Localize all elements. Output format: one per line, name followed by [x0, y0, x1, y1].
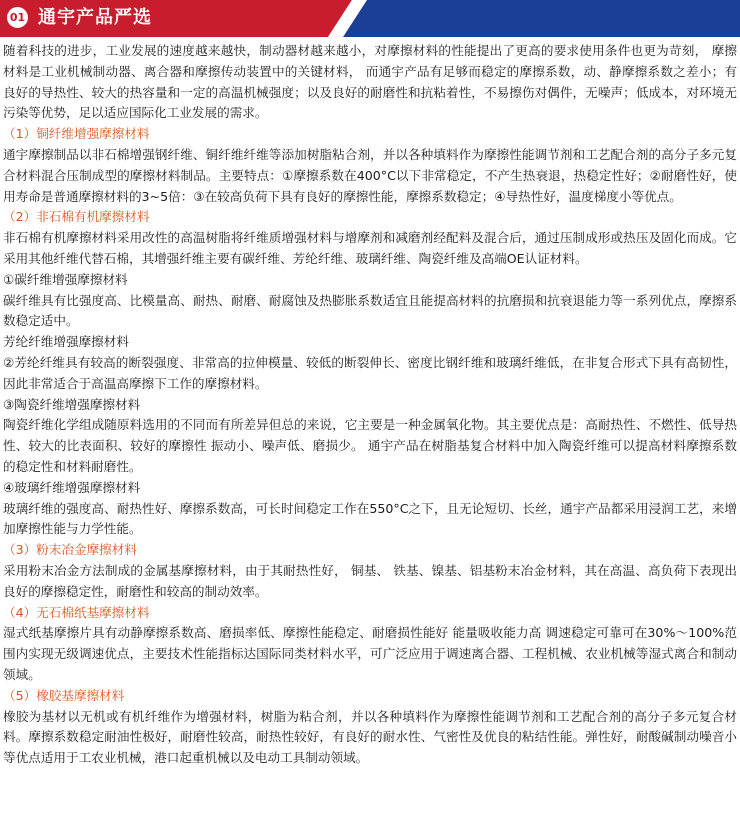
- section-body-non-asbestos-organic: 非石棉有机摩擦材料采用改性的高温树脂将纤维质增强材料与增摩剂和减磨剂经配料及混合后，通过压制成形或热压及固化而成。它采用其他纤维代替石棉，其增强纤维主要有碳纤维、芳纶纤维、玻璃纤维、陶瓷纤维及高端OE认证材料。: [3, 230, 737, 266]
- section-body-rubber-based: 橡胶为基材以无机或有机纤维作为增强材料，树脂为粘合剂，并以各种填料作为摩擦性能调节剂和工艺配合剂的高分子多元复合材料。摩擦系数稳定耐油性极好，耐磨性较高，耐热性较好，有良好的耐水性、气密性及优良的粘结性能。弹性好，耐酸碱制动噪音小等优点适用于工农业机械，港口起重机械以及电动工具制动领域。: [3, 708, 737, 766]
- subsection-title-glass-fiber: ④玻璃纤维增强摩擦材料: [3, 479, 141, 495]
- article-body: [3, 41, 737, 769]
- section-body-paper-based: 湿式纸基摩擦片具有动静摩擦系数高、磨损率低、摩擦性能稳定、耐磨损性能好 能量吸收能力高 调速稳定可靠可在30%～100%范围内实现无级调速优点，主要技术性能指标达国际同类材料水平，可广泛应用于调速离合器、工程机械、农业机械等湿式离合和制动领域。: [3, 625, 737, 682]
- subsection-text-glass-fiber: 玻璃纤维的强度高、耐热性好、摩擦系数高，可长时间稳定工作在550°C之下，且无论短切、长丝，通宇产品都采用浸润工艺，来增加摩擦性能与力学性能。: [3, 500, 737, 537]
- section-body-powder-metallurgy: 采用粉末冶金方法制成的金属基摩擦材料，由于其耐热性好， 铜基、 铁基、镍基、铝基粉末冶金材料，其在高温、高负荷下表现出良好的摩擦稳定性，耐磨性和较高的制动效率。: [3, 562, 737, 599]
- subsection-title-carbon-fiber: ①碳纤维增强摩擦材料: [3, 271, 128, 287]
- section-heading-non-asbestos-organic: （2）非石棉有机摩擦材料: [3, 209, 150, 225]
- section-heading-powder-metallurgy: （3）粉末冶金摩擦材料: [3, 542, 137, 558]
- subsection-text-ceramic-fiber: 陶瓷纤维化学组成随原料选用的不同而有所差异但总的来说，它主要是一种金属氧化物。其主要优点是：高耐热性、不燃性、低导热性、较大的比表面积、较好的摩擦性 振动小、噪声低、磨损少。 通宇产品在树脂基复合材料中加入陶瓷纤维可以提高材料摩擦系数的稳定性和材料耐磨性。: [3, 417, 737, 474]
- section-heading-copper-fiber: （1）铜纤维增强摩擦材料: [3, 126, 150, 142]
- intro-paragraph: 随着科技的进步，工业发展的速度越来越快，制动器材越来越小，对摩擦材料的性能提出了更高的要求使用条件也更为苛刻， 摩擦材料是工业机械制动器、离合器和摩擦传动装置中的关键材料， 而通宇产品有足够而稳定的摩擦系数，动、静摩擦系数之差小；有良好的导热性、较大的热容量和一定的高温机械强度；以及良好的耐磨性和抗粘着性，不易擦伤对偶件，无噪声；低成本，对环境无污染等优势，足以适应国际化工业发展的需求。: [3, 43, 737, 121]
- section-number-badge: 01: [5, 5, 30, 30]
- section-body-copper-fiber: 通宇摩擦制品以非石棉增强钢纤维、铜纤维纤维等添加树脂粘合剂，并以各种填料作为摩擦性能调节剂和工艺配合剂的高分子多元复合材料混合压制成型的摩擦材料制品。主要特点：①摩擦系数在400°C以下非常稳定，不产生热衰退，热稳定性好；②耐磨性好，使用寿命是普通摩擦材料的3~5倍：③在较高负荷下具有良好的摩擦性能，摩擦系数稳定；④导热性好，温度梯度小等优点。: [3, 146, 737, 204]
- subsection-text-carbon-fiber: 碳纤维具有比强度高、比模量高、耐热、耐磨、耐腐蚀及热膨胀系数适宜且能提高材料的抗磨损和抗衰退能力等一系列优点，摩擦系数稳定适中。: [3, 292, 737, 329]
- subsection-text-aramid-fiber: ②芳纶纤维具有较高的断裂强度、非常高的拉伸模量、较低的断裂伸长、密度比钢纤维和玻璃纤维低，在非复合形式下具有高韧性， 因此非常适合于高温高摩擦下工作的摩擦材料。: [3, 354, 737, 391]
- subsection-title-ceramic-fiber: ③陶瓷纤维增强摩擦材料: [3, 396, 141, 412]
- section-heading-rubber-based: （5）橡胶基摩擦材料: [3, 687, 125, 703]
- section-header: [0, 0, 740, 37]
- page-title: 通宇产品严选: [38, 7, 152, 28]
- subsection-title-aramid-fiber: 芳纶纤维增强摩擦材料: [3, 334, 129, 350]
- section-heading-paper-based: （4）无石棉纸基摩擦材料: [3, 604, 150, 620]
